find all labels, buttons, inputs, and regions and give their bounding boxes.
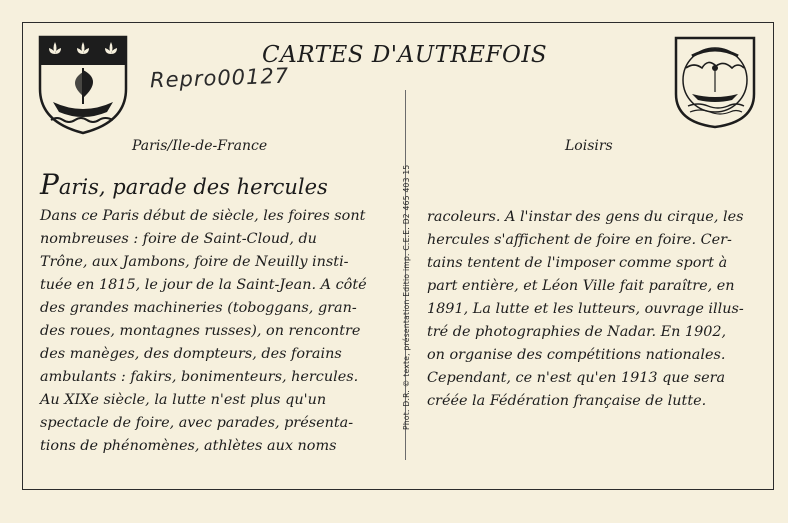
category-label: Loisirs xyxy=(565,138,613,154)
article-heading xyxy=(40,168,328,201)
paris-coat-of-arms-icon xyxy=(37,34,129,136)
text-line: des grandes machineries (toboggans, gran- xyxy=(40,300,357,316)
text-line: Dans ce Paris début de siècle, les foires sont xyxy=(40,208,366,224)
right-text-column xyxy=(427,206,744,413)
series-title: CARTES D'AUTREFOIS xyxy=(262,42,548,68)
text-line: hercules s'affichent de foire en foire. Cer- xyxy=(427,232,732,248)
text-line: spectacle de foire, avec parades, présenta- xyxy=(40,415,354,431)
text-line: tains tentent de l'imposer comme sport à xyxy=(427,255,728,271)
photo-credit: Phot. D.R. © texte, présentation Editio imp. C.E.E. D2 465 403 15 xyxy=(402,164,411,430)
text-line: Cependant, ce n'est qu'en 1913 que sera xyxy=(427,370,726,386)
region-label: Paris/Ile-de-France xyxy=(132,138,268,154)
rower-medallion-icon xyxy=(672,34,758,130)
heading-initial: P xyxy=(40,168,59,201)
text-line: créée la Fédération française de lutte. xyxy=(427,393,707,409)
text-line: des roues, montagnes russes), on rencontre xyxy=(40,323,361,339)
text-line: Trône, aux Jambons, foire de Neuilly insti- xyxy=(40,254,349,270)
left-text-column xyxy=(40,205,367,458)
text-line: 1891, La lutte et les lutteurs, ouvrage illus- xyxy=(427,301,744,317)
text-line: nombreuses : foire de Saint-Cloud, du xyxy=(40,231,317,247)
text-line: tuée en 1815, le jour de la Saint-Jean. A côté xyxy=(40,277,367,293)
text-line: ambulants : fakirs, bonimenteurs, hercules. xyxy=(40,369,359,385)
text-line: tions de phénomènes, athlètes aux noms xyxy=(40,438,337,454)
text-line: on organise des compétitions nationales. xyxy=(427,347,726,363)
text-line: part entière, et Léon Ville fait paraître, en xyxy=(427,278,735,294)
text-line: racoleurs. A l'instar des gens du cirque, les xyxy=(427,209,744,225)
text-line: tré de photographies de Nadar. En 1902, xyxy=(427,324,727,340)
text-line: Au XIXe siècle, la lutte n'est plus qu'un xyxy=(40,392,327,408)
heading-rest: aris, parade des hercules xyxy=(58,175,328,199)
text-line: des manèges, des dompteurs, des forains xyxy=(40,346,342,362)
handwritten-reference: Repro00127 xyxy=(149,63,290,93)
